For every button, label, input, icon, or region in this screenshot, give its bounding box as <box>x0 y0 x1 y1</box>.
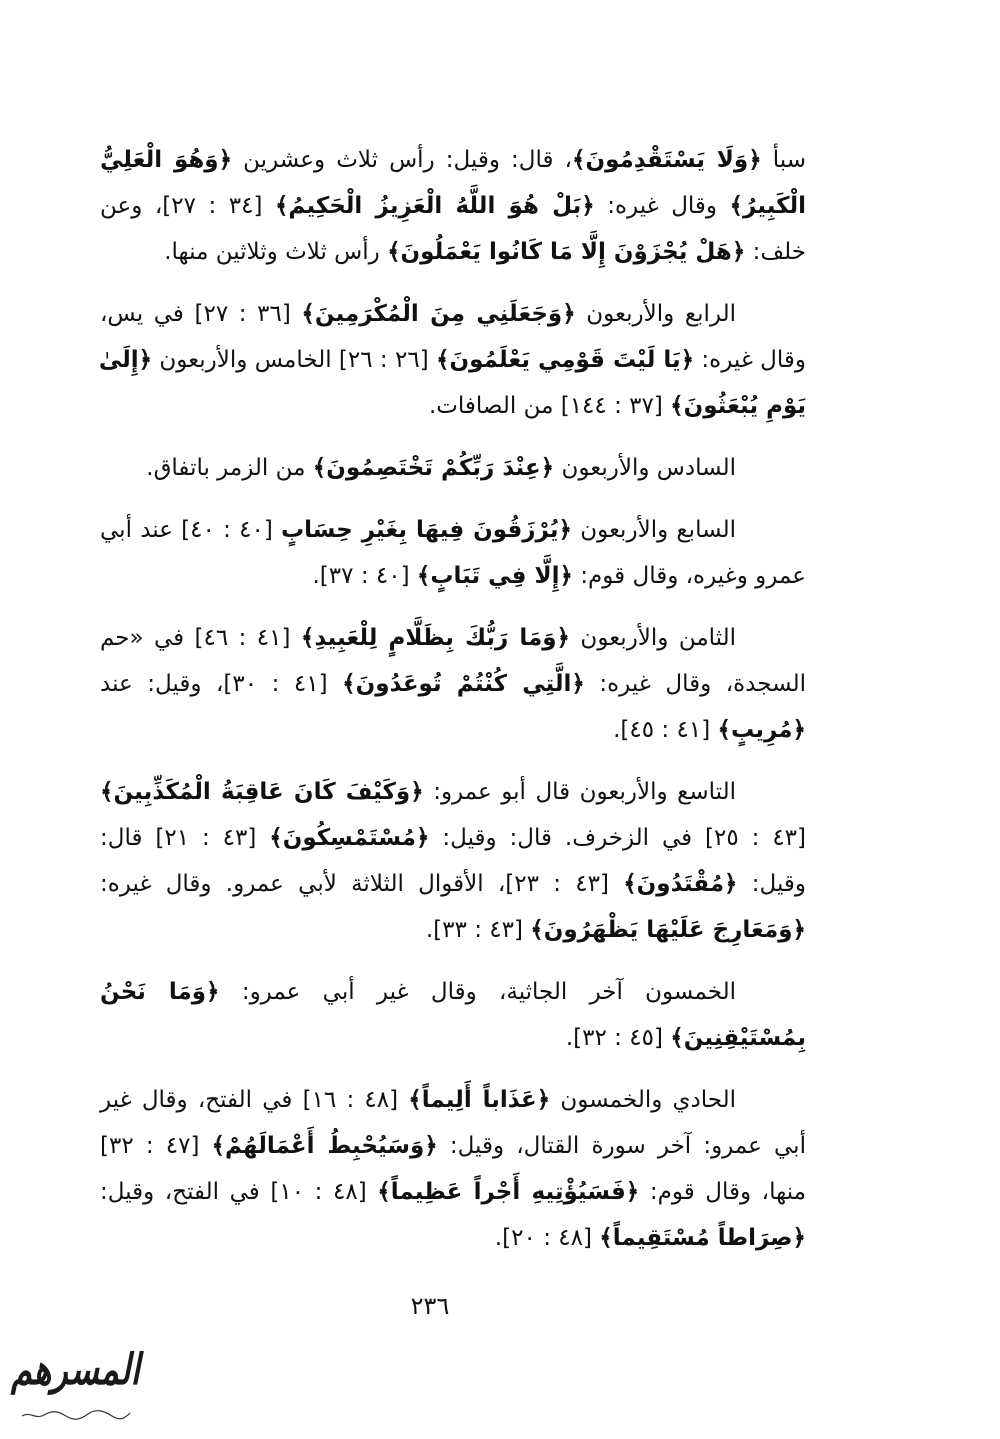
text-line <box>100 615 806 661</box>
text-segment: [٤٧ : ٣٢] <box>100 1133 212 1159</box>
text-segment: [٤١ : ٤٦] في «حم <box>100 625 301 651</box>
text-line <box>100 291 806 337</box>
main-text <box>100 137 806 1261</box>
text-segment: وقال غيره: <box>694 347 806 373</box>
text-segment: [٤٣ : ٢٥] في الزخرف. قال: وقيل: <box>429 825 807 851</box>
logo-scribble <box>20 1407 132 1423</box>
text-line <box>100 507 806 553</box>
text-segment: [٤٣ : ٢٣]، الأقوال الثلاثة لأبي عمرو. وقال غيره: <box>100 871 624 897</box>
quran-quote: يَوْمِ يُبْعَثُونَ﴾ <box>670 393 806 419</box>
text-segment: الرابع والأربعون <box>575 301 736 327</box>
text-line <box>100 861 806 907</box>
text-segment: أبي عمرو: آخر سورة القتال، وقيل: <box>437 1133 806 1159</box>
text-line <box>100 1077 806 1123</box>
text-line <box>100 815 806 861</box>
logo-lettering: المسرهم <box>10 1345 140 1395</box>
quran-quote: ﴿وَمَا رَبُّكَ بِظَلَّامٍ لِلْعَبِيدِ﴾ <box>300 625 571 651</box>
text-segment: رأس ثلاث وثلاثين منها. <box>164 239 388 265</box>
text-line <box>100 907 806 953</box>
text-segment: [٤٥ : ٣٢]. <box>565 1025 671 1051</box>
quran-quote: ﴿وَسَيُحْبِطُ أَعْمَالَهُمْ﴾ <box>211 1133 438 1159</box>
text-segment: الخمسون آخر الجاثية، وقال غير أبي عمرو: <box>219 979 736 1005</box>
quran-quote: ﴿مُسْتَمْسِكُونَ﴾ <box>269 825 430 851</box>
text-line <box>100 553 806 599</box>
quran-quote: ﴿صِرَاطاً مُسْتَقِيماً﴾ <box>599 1225 806 1251</box>
text-segment: [٤٣ : ٢١] قال: <box>100 825 270 851</box>
text-segment: الثامن والأربعون <box>570 625 736 651</box>
quran-quote: ﴿فَسَيُؤْتِيهِ أَجْراً عَظِيماً﴾ <box>377 1179 640 1205</box>
quran-quote: ﴿إِلَىٰ <box>98 347 153 373</box>
text-segment: الحادي والخمسون <box>550 1087 737 1113</box>
calligraphy-logo <box>8 1345 140 1431</box>
text-line <box>100 969 806 1015</box>
text-line <box>100 1015 806 1061</box>
paragraph <box>100 137 806 275</box>
text-segment: [٣٤ : ٢٧]، وعن <box>100 193 275 219</box>
quran-quote: ﴿مُرِيبٍ﴾ <box>717 717 806 743</box>
quran-quote: الْكَبِيرُ﴾ <box>729 193 806 219</box>
text-segment: من الزمر باتفاق. <box>146 455 313 481</box>
paragraph <box>100 291 806 429</box>
text-line <box>100 445 806 491</box>
text-segment: السادس والأربعون <box>554 455 736 481</box>
quran-quote: ﴿يُرْزَقُونَ فِيهَا بِغَيْرِ حِسَابٍ <box>281 517 572 543</box>
text-line <box>100 1215 806 1261</box>
quran-quote: ﴿إِلَّا فِي تَبَابٍ﴾ <box>416 563 573 589</box>
text-segment: [٤١ : ٤٥]. <box>613 717 718 743</box>
text-segment: [٤٨ : ١٠] في الفتح، وقيل: <box>100 1179 378 1205</box>
text-segment: السابع والأربعون <box>571 517 736 543</box>
quran-quote: ﴿مُقْتَدُونَ﴾ <box>623 871 738 897</box>
quran-quote: ﴿الَّتِي كُنْتُمْ تُوعَدُونَ﴾ <box>342 671 585 697</box>
quran-quote: ﴿عِنْدَ رَبِّكُمْ تَخْتَصِمُونَ﴾ <box>312 455 555 481</box>
text-segment: عمرو وغيره، وقال قوم: <box>573 563 806 589</box>
text-line <box>100 383 806 429</box>
text-segment: منها، وقال قوم: <box>639 1179 806 1205</box>
text-segment: [٣٧ : ١٤٤] من الصافات. <box>428 393 671 419</box>
quran-quote: بِمُسْتَيْقِنِينَ﴾ <box>670 1025 806 1051</box>
text-line <box>100 229 806 275</box>
text-segment: [٤١ : ٣٠]، وقيل: عند <box>100 671 343 697</box>
text-line <box>100 661 806 707</box>
text-segment: خلف: <box>745 239 806 265</box>
text-segment: [٣٦ : ٢٧] في يس، <box>100 301 302 327</box>
text-line <box>100 337 806 383</box>
page-number: ٢٣٦ <box>410 1292 450 1320</box>
text-segment: [٤٣ : ٣٣]. <box>425 917 531 943</box>
quran-quote: ﴿وَمَا نَحْنُ <box>100 979 220 1005</box>
text-segment: سبأ <box>761 147 807 173</box>
text-line <box>100 183 806 229</box>
text-segment: وقال غيره: <box>594 193 730 219</box>
paragraph <box>100 615 806 753</box>
quran-quote: ﴿وَكَيْفَ كَانَ عَاقِبَةُ الْمُكَذِّبِينَ﴾ <box>100 779 424 805</box>
paragraph <box>100 507 806 599</box>
quran-quote: ﴿وَمَعَارِجَ عَلَيْهَا يَظْهَرُونَ﴾ <box>530 917 806 943</box>
text-segment: وقيل: <box>737 871 807 897</box>
text-line <box>100 137 806 183</box>
paragraph <box>100 445 806 491</box>
text-line <box>100 769 806 815</box>
text-segment: [٢٦ : ٢٦] الخامس والأربعون <box>152 347 436 373</box>
quran-quote: ﴿هَلْ يُجْزَوْنَ إِلَّا مَا كَانُوا يَعْمَلُونَ﴾ <box>387 239 746 265</box>
quran-quote: ﴿وَجَعَلَنِي مِنَ الْمُكْرَمِينَ﴾ <box>301 301 576 327</box>
text-line <box>100 707 806 753</box>
text-segment: التاسع والأربعون قال أبو عمرو: <box>423 779 736 805</box>
text-segment: السجدة، وقال غيره: <box>584 671 806 697</box>
text-segment: [٤٨ : ١٦] في الفتح، وقال غير <box>100 1087 409 1113</box>
quran-quote: ﴿يَا لَيْتَ قَوْمِي يَعْلَمُونَ﴾ <box>436 347 695 373</box>
text-line <box>100 1123 806 1169</box>
text-segment: ، قال: وقيل: رأس ثلاث وعشرين <box>232 147 572 173</box>
paragraph <box>100 969 806 1061</box>
text-line <box>100 1169 806 1215</box>
text-segment: [٤٨ : ٢٠]. <box>494 1225 600 1251</box>
paragraph <box>100 1077 806 1261</box>
quran-quote: ﴿وَهُوَ الْعَلِيُّ <box>100 147 233 173</box>
text-segment: [٤٠ : ٣٧]. <box>312 563 417 589</box>
paragraph <box>100 769 806 953</box>
quran-quote: ﴿عَذَاباً أَلِيماً﴾ <box>408 1087 551 1113</box>
quran-quote: ﴿بَلْ هُوَ اللَّهُ الْعَزِيزُ الْحَكِيمُ﴾ <box>274 193 595 219</box>
text-segment: [٤٠ : ٤٠] عند أبي <box>100 517 282 543</box>
quran-quote: ﴿وَلَا يَسْتَقْدِمُونَ﴾ <box>571 147 762 173</box>
